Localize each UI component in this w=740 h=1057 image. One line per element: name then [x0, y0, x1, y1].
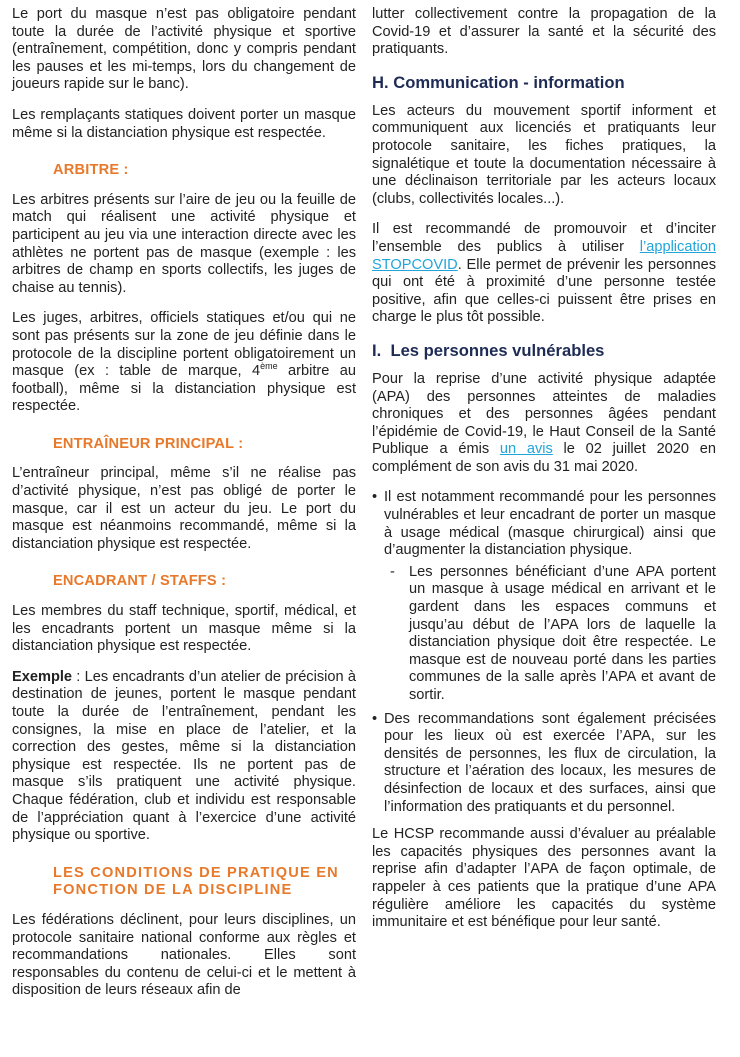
apa-text-a: Pour la reprise d’une activité physique adaptée (APA) des personnes atteintes de maladies chroniques et des personnes âgées pendant l’épidémie de Covid-19, le Haut Conseil de la Santé Publique a émis [372, 370, 716, 458]
heading-vulnerables: I. Les personnes vulnérables [372, 340, 605, 360]
paragraph-arbitres: Les arbitres présents sur l’aire de jeu ou la feuille de match qui réalisent une activité physique et participent au jeu via une interaction directe avec les athlètes ne portent pas de masque (exemple : les arbitres de champ en sports collectifs, les juges de chaise au tennis). [12, 191, 356, 296]
stopcovid-text-a: Il est recommandé de promouvoir et d’inciter l’ensemble des publics à utiliser [372, 221, 716, 255]
heading-arbitre: ARBITRE : [53, 162, 129, 179]
heading-communication: H. Communication - information [372, 72, 625, 92]
avis-link[interactable]: un avis [499, 441, 553, 458]
stopcovid-link[interactable]: l’application STOPCOVID [372, 238, 716, 273]
paragraph-juges [12, 310, 356, 416]
paragraph-exemple [12, 669, 356, 845]
list-item [372, 711, 716, 817]
heading-encadrant: ENCADRANT / STAFFS : [53, 573, 227, 590]
paragraph-federations: Les fédérations déclinent, pour leurs disciplines, un protocole sanitaire national conforme aux règles et recommandations nationales. Elles sont responsables du contenu de celui-ci et le mettent à disposition de leurs réseaux afin de [12, 911, 356, 999]
paragraph-hcsp: Le HCSP recommande aussi d’évaluer au préalable les capacités physiques des personnes avant la reprise afin d’adapter l’APA de façon optimale, de rappeler à ces patients que la pratique d’une APA régulière améliore les capacités du système immunitaire et est bénéfique pour leur santé. [372, 826, 716, 931]
ordinal-suffix: ème [260, 361, 278, 372]
juges-text-b: arbitre au football), même si la distanciation physique est respectée. [12, 363, 356, 415]
sub-list-item: - Les personnes bénéficiant d’une APA portent un masque à usage médical en arrivant et le gardent dans les espaces communs et jusqu’au début de l’APA lors de laquelle la distanciation physique doit être respectée. Le masque est de nouveau porté dans les parties communes de la salle après l’APA et avant de sortir. [384, 564, 716, 705]
heading-conditions: LES CONDITIONS DE PRATIQUE EN FONCTION DE LA DISCIPLINE [53, 864, 339, 899]
paragraph-apa [372, 371, 716, 477]
right-column [372, 6, 716, 945]
list-item [372, 489, 716, 704]
paragraph-propagation: lutter collectivement contre la propagation de la Covid-19 et d’assurer la santé et la sécurité des pratiquants. [372, 6, 716, 58]
exemple-text: : Les encadrants d’un atelier de précision à destination de jeunes, portent le masque pendant toute la durée de l’entraînement, pendant les consignes, la mise en place de l’atelier, et la correction des gestes, même si la distanciation physique est respectée. Ils ne portent pas de masque s’ils pratiquent une activité physique. Chaque fédération, club et individu est responsable de l’appréciation quant à l’exercice d’une activité physique ou sportive. [12, 668, 356, 844]
heading-entraineur: ENTRAÎNEUR PRINCIPAL : [53, 435, 244, 452]
paragraph-remplacants: Les remplaçants statiques doivent porter un masque même si la distanciation physique est respectée. [12, 106, 356, 141]
sub-list [384, 564, 716, 705]
paragraph-acteurs: Les acteurs du mouvement sportif informent et communiquent aux licenciés et pratiquants leur protocole sanitaire, les fiches pratiques, la signalétique et toute la documentation nécessaire à une déclinaison territoriale par les acteurs locaux (clubs, collectivités locales...). [372, 102, 716, 207]
apa-text-b: le 02 juillet 2020 en complément de son avis du 31 mai 2020. [372, 441, 716, 475]
paragraph-entraineur: L’entraîneur principal, même s’il ne réalise pas d’activité physique, n’est pas obligé de porter le masque, car il est un acteur du jeu. Le port du masque est néanmoins recommandé, même si la distanciation physique est respectée. [12, 465, 356, 552]
paragraph-stopcovid [372, 221, 716, 327]
juges-text-a: Les juges, arbitres, officiels statiques et/ou qui ne sont pas présents sur la zone de jeu définie dans le protocole de la discipline portent obligatoirement un masque (ex : table de marque, 4 [12, 310, 356, 380]
recommendations-list [372, 489, 716, 816]
bullet-masque-medical: Il est notamment recommandé pour les personnes vulnérables et leur encadrant de porter un masque à usage médical (masque chirurgical) ainsi que d’augmenter la distanciation physique. [384, 489, 716, 559]
bullet-lieux: Des recommandations sont également précisées pour les lieux où est exercée l’APA, sur les densités de personnes, les flux de circulation, la structure et l’aération des locaux, les mesures de désinfection de locaux et des surfaces, ainsi que l’information des pratiquants et du personnel. [384, 710, 716, 815]
left-column [12, 6, 356, 1013]
paragraph-staff: Les membres du staff technique, sportif, médical, et les encadrants portent un masque même si la distanciation physique est respectée. [12, 603, 356, 655]
exemple-label: Exemple [12, 668, 73, 685]
stopcovid-text-b: . Elle permet de prévenir les personnes qui ont été à proximité d’une personne testée positive, afin que celles-ci puissent être prises en charge le plus tôt possible. [372, 256, 716, 326]
paragraph-masque-non-obligatoire: Le port du masque n’est pas obligatoire pendant toute la durée de l’activité physique et sportive (entraînement, compétition, donc y compris pendant les pauses et les mi-temps, lors du changement de joueurs rapide sur le banc). [12, 6, 356, 93]
